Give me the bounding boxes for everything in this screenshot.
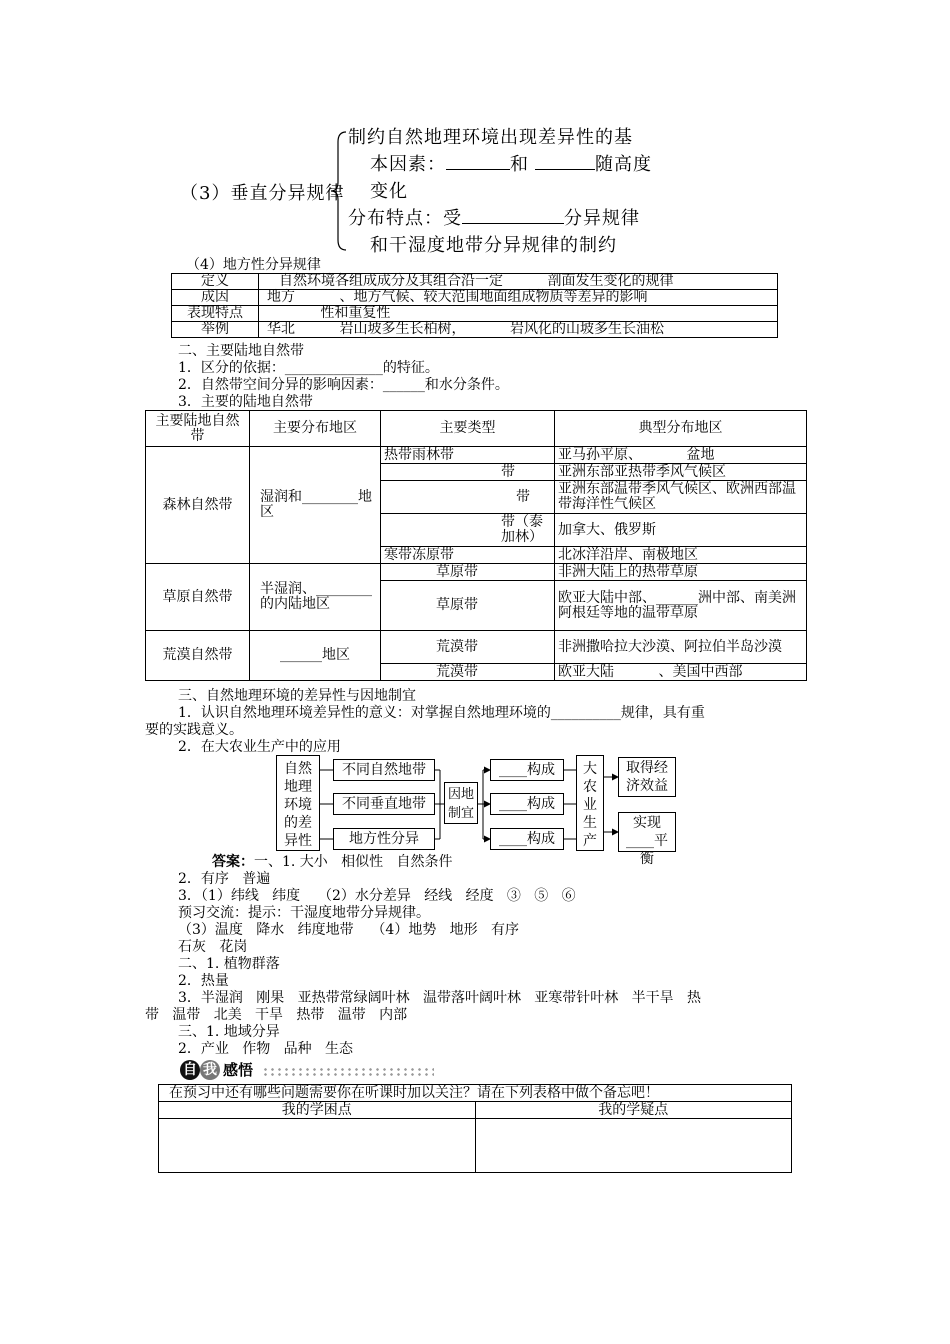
vertical-line4: 分布特点：受 分异规律 bbox=[348, 208, 640, 229]
dotted-decoration bbox=[262, 1067, 434, 1077]
diagram-mid-1: 不同自然地带 bbox=[333, 759, 435, 781]
diagram-agri: 大农业生产 bbox=[576, 755, 604, 851]
local-table: 定义 自然环境各组成成分及其组合沿一定 剖面发生变化的规律 成因 地方 、地方气候、较大范围地面组成物质等差异的影响 表现特点 性和重复性 举例 华北 岩山坡多生长柏树， 岩风化的山坡多生长油松 bbox=[171, 273, 778, 338]
answers-line2: 2．有序 普遍 bbox=[178, 871, 271, 887]
badge-zi: 自 bbox=[180, 1060, 200, 1080]
diagram-mid-2: 不同垂直地带 bbox=[333, 793, 435, 815]
answers-line11: 三、1. 地域分异 bbox=[178, 1024, 280, 1040]
vertical-line1: 制约自然地理环境出现差异性的基 bbox=[348, 127, 633, 148]
answers-line4: 预习交流：提示：干湿度地带分异规律。 bbox=[178, 905, 430, 921]
diagram-gc-1: ____构成 bbox=[490, 759, 564, 781]
answers-line3: 3．（1）纬线 纬度 （2）水分差异 经线 经度 ③ ⑤ ⑥ bbox=[178, 888, 576, 904]
answers-line6: 石灰 花岗 bbox=[178, 939, 248, 955]
diagram-left: 自然地理环境的差异性 bbox=[276, 755, 320, 851]
sec3-p2: 2．在大农业生产中的应用 bbox=[178, 739, 341, 755]
vertical-line2: 本因素： 和 随高度 bbox=[370, 154, 652, 175]
vertical-line5: 和干湿度地带分异规律的制约 bbox=[370, 235, 617, 256]
answers-line12: 2．产业 作物 品种 生态 bbox=[178, 1041, 353, 1057]
vertical-label: （3）垂直分异规律 bbox=[180, 183, 345, 204]
reflect-table: 在预习中还有哪些问题需要你在听课时加以关注？请在下列表格中做个备忘吧！ 我的学困点 我的学疑点 bbox=[158, 1084, 792, 1173]
diagram-out1: 取得经济效益 bbox=[618, 757, 676, 797]
answers-line1: 答案：一、1. 大小 相似性 自然条件 bbox=[212, 854, 453, 870]
reflect-cell-1[interactable] bbox=[159, 1119, 476, 1173]
diagram-gc-2: ____构成 bbox=[490, 793, 564, 815]
sec2-title: 二、主要陆地自然带 bbox=[178, 343, 304, 359]
answers-line5: （3）温度 降水 纬度地带 （4）地势 地形 有序 bbox=[178, 922, 520, 938]
diagram-out2: 实现____平衡 bbox=[618, 812, 676, 852]
answers-line9: 3．半湿润 刚果 亚热带常绿阔叶林 温带落叶阔叶林 亚寒带针叶林 半干旱 热 bbox=[178, 990, 702, 1006]
answers-line10: 带 温带 北美 干旱 热带 温带 内部 bbox=[145, 1007, 408, 1023]
zones-table: 主要陆地自然带 主要分布地区 主要类型 典型分布地区 森林自然带 湿润和________地区 热带雨林带 亚马孙平原、 盆地 带 亚洲东部亚热带季风气候区 带 亚洲东部温带季风气候区、欧洲西部温带海洋性气候区 带（泰加林） 加拿大、俄罗斯 寒带冻原带 北冰洋沿岸、南极地区 草原自然带 半湿润、________的内陆地区 草原带 非洲大陆上的热带草原 草原带 欧亚大陆中部、______洲中部、南美洲阿根廷等地的温带草原 荒漠自然带 ______地区 荒漠带 非洲撒哈拉大沙漠、阿拉伯半岛沙漠 荒漠带 欧亚大陆 、美国中西部 bbox=[145, 410, 807, 681]
diagram-gc-3: ____构成 bbox=[490, 828, 564, 850]
vertical-line3: 变化 bbox=[370, 181, 408, 202]
sec3-p1a: 1．认识自然地理环境差异性的意义：对掌握自然地理环境的__________规律，具有重 bbox=[178, 705, 705, 721]
sec2-p2: 2．自然带空间分异的影响因素：______和水分条件。 bbox=[178, 377, 509, 393]
local-heading: （4）地方性分异规律 bbox=[186, 257, 321, 273]
sec3-title: 三、自然地理环境的差异性与因地制宜 bbox=[178, 688, 416, 704]
sec2-p1: 1．区分的依据：______________的特征。 bbox=[178, 360, 439, 376]
diagram-yin: 因地制宜 bbox=[444, 782, 478, 824]
sec3-p1b: 要的实践意义。 bbox=[145, 722, 243, 738]
diagram-mid-3: 地方性分异 bbox=[333, 828, 435, 850]
badge-wo: 我 bbox=[200, 1060, 220, 1080]
answers-line7: 二、1. 植物群落 bbox=[178, 956, 280, 972]
sec2-p3: 3．主要的陆地自然带 bbox=[178, 394, 313, 410]
reflect-cell-2[interactable] bbox=[475, 1119, 792, 1173]
answers-line8: 2．热量 bbox=[178, 973, 229, 989]
reflect-title: 感悟 bbox=[223, 1061, 254, 1079]
